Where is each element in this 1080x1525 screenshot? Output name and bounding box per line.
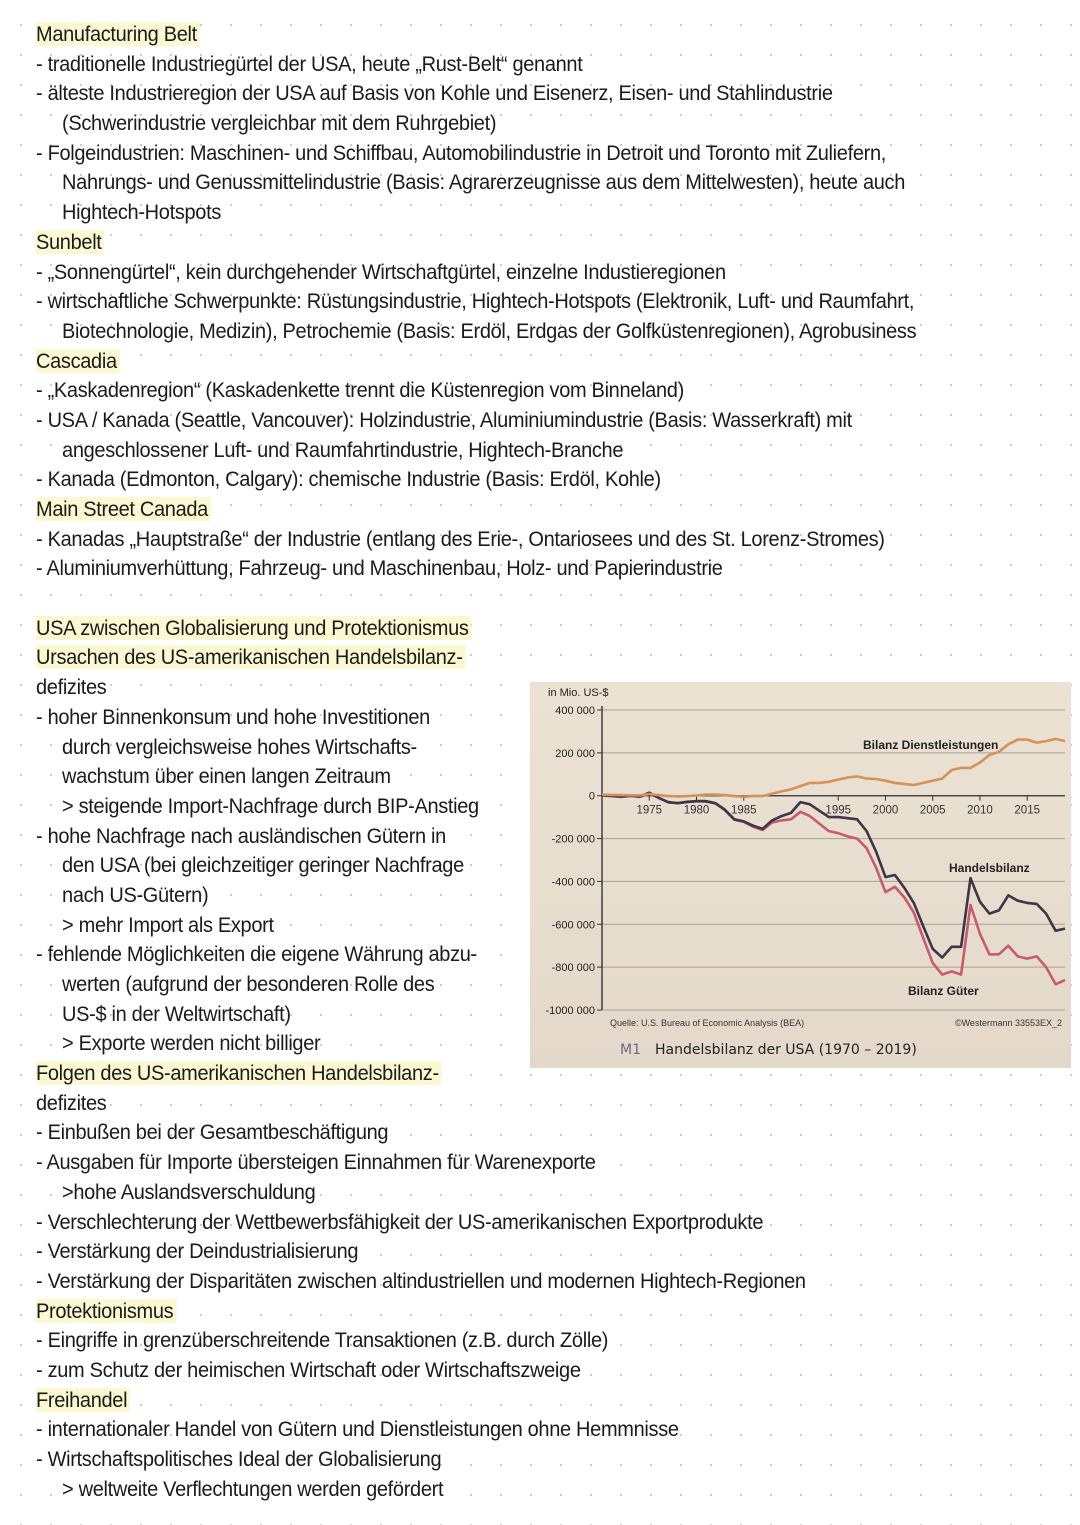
bullet-line: - internationaler Handel von Gütern und Dienstleistungen ohne Hemmnisse [36,1417,679,1442]
highlighted-heading: Cascadia [36,349,120,373]
section-heading [36,20,994,50]
highlighted-heading: USA zwischen Globalisierung und Protektionismus [36,616,471,640]
x-tick-label: 1985 [730,804,757,817]
y-tick-label: -200 000 [551,833,595,846]
bullet-line: > mehr Import als Export [62,912,274,937]
bullet-line: Biotechnologie, Medizin), Petrochemie (Basis: Erdöl, Erdgas der Golfküstenregionen), Agrobusiness [62,318,917,343]
highlighted-heading: Protektionismus [36,1299,176,1323]
bullet-line: - fehlende Möglichkeiten die eigene Währung abzu- [36,942,477,967]
y-tick-label: -800 000 [551,962,595,975]
bullet-line: durch vergleichsweise hohes Wirtschafts- [62,734,417,759]
chart-caption [620,1042,917,1058]
legend-services: Bilanz Dienstleistungen [863,738,999,752]
subheading [36,1297,994,1327]
bullet-line: - Wirtschaftspolitisches Ideal der Globalisierung [36,1447,442,1471]
bullet-line: - Kanadas „Hauptstraße“ der Industrie (entlang des Erie-, Ontariosees und des St. Lorenz-Stromes) [36,526,885,551]
section-title [36,614,994,644]
bullet-line: >hohe Auslandsverschuldung [62,1179,316,1204]
subheading: defizites [36,675,107,700]
legend-goods: Bilanz Güter [908,984,979,998]
subheading [36,1386,994,1416]
bullet-line: Nahrungs- und Genussmittelindustrie (Basis: Agrarerzeugnisse aus dem Mittelwesten), heute auch [62,170,905,195]
section-heading [36,228,994,258]
chart-copyright: ©Westermann 33553EX_2 [954,1018,1062,1028]
section-heading [36,347,994,377]
bullet-line: - wirtschaftliche Schwerpunkte: Rüstungsindustrie, Hightech-Hotspots (Elektronik, Luft- und Raumfahrt, [36,289,915,314]
bullet-line: werten (aufgrund der besonderen Rolle des [62,972,435,996]
y-tick-label: -600 000 [551,919,595,932]
bullet-line: - traditionelle Industriegürtel der USA, heute „Rust-Belt“ genannt [36,51,583,76]
bullet-line: wachstum über einen langen Zeitraum [62,764,391,789]
x-tick-label: 2000 [872,804,899,817]
figure-label: M1 [620,1042,641,1058]
bullet-line: - Folgeindustrien: Maschinen- und Schiffbau, Automobilindustrie in Detroit und Toronto mit Zuliefern, [36,140,886,165]
bullet-line: - hohe Nachfrage nach ausländischen Gütern in [36,823,446,848]
bullet-line: (Schwerindustrie vergleichbar mit dem Ruhrgebiet) [62,111,497,136]
line-chart [530,682,1071,1068]
subheading: defizites [36,1090,107,1115]
bullet-line: - zum Schutz der heimischen Wirtschaft oder Wirtschaftszweige [36,1357,581,1382]
y-tick-label: -1000 000 [545,1005,595,1017]
highlighted-heading: Freihandel [36,1388,130,1412]
trade-balance-chart [530,682,1071,1068]
series-line-1 [602,793,1065,958]
x-tick-label: 2015 [1014,804,1041,817]
bullet-line: - Verstärkung der Deindustrialisierung [36,1239,359,1264]
highlighted-heading: Sunbelt [36,230,104,254]
x-tick-label: 2010 [967,804,993,817]
bullet-line: - USA / Kanada (Seattle, Vancouver): Holzindustrie, Aluminiumindustrie (Basis: Wasserkraft) mit [36,407,852,432]
y-tick-label: -400 000 [551,876,595,889]
y-tick-label: 200 000 [555,747,595,760]
highlighted-heading: Ursachen des US-amerikanischen Handelsbilanz- [36,645,465,669]
section-heading [36,495,994,525]
highlighted-heading: Main Street Canada [36,497,211,521]
bullet-line: angeschlossener Luft- und Raumfahrtindustrie, Hightech-Branche [62,437,624,462]
bullet-line: - Eingriffe in grenzüberschreitende Transaktionen (z.B. durch Zölle) [36,1328,609,1353]
x-tick-label: 1980 [683,804,710,817]
bullet-line: - Kanada (Edmonton, Calgary): chemische Industrie (Basis: Erdöl, Kohle) [36,467,661,492]
bullet-line: - Verstärkung der Disparitäten zwischen altindustriellen und modernen Hightech-Regionen [36,1268,806,1293]
chart-source: Quelle: U.S. Bureau of Economic Analysis (BEA) [610,1018,805,1028]
bullet-line: - älteste Industrieregion der USA auf Basis von Kohle und Eisenerz, Eisen- und Stahlindustrie [36,81,833,106]
bullet-line: > Exporte werden nicht billiger [62,1031,321,1056]
bullet-line: Hightech-Hotspots [62,200,221,225]
highlighted-heading: Manufacturing Belt [36,22,200,46]
bullet-line: - Aluminiumverhüttung, Fahrzeug- und Maschinenbau, Holz- und Papierindustrie [36,556,723,581]
bullet-line: - hoher Binnenkonsum und hohe Investitionen [36,704,430,729]
bullet-line: - Verschlechterung der Wettbewerbsfähigkeit der US-amerikanischen Exportprodukte [36,1209,764,1234]
bullet-line: nach US-Gütern) [62,882,209,907]
bullet-line: - „Sonnengürtel“, kein durchgehender Wirtschaftgürtel, einzelne Industieregionen [36,259,726,284]
y-tick-label: 400 000 [555,705,595,717]
y-axis-label: in Mio. US-$ [548,687,609,699]
x-tick-label: 2005 [919,804,946,817]
legend-trade: Handelsbilanz [949,861,1030,875]
bullet-line: > weltweite Verflechtungen werden gefördert [62,1476,444,1501]
x-tick-label: 1995 [825,804,852,817]
spacer [36,584,1066,614]
series-line-2 [602,794,1065,985]
subheading [36,643,994,673]
bullet-line: - „Kaskadenregion“ (Kaskadenkette trennt die Küstenregion vom Binneland) [36,378,684,403]
highlighted-heading: Folgen des US-amerikanischen Handelsbilanz- [36,1061,442,1085]
bullet-line: > steigende Import-Nachfrage durch BIP-Anstieg [62,793,479,818]
bullet-line: US-$ in der Weltwirtschaft) [62,1001,291,1026]
chart-title: Handelsbilanz der USA (1970 – 2019) [655,1042,917,1058]
bullet-line: - Ausgaben für Importe übersteigen Einnahmen für Warenexporte [36,1150,596,1175]
bullet-line: den USA (bei gleichzeitiger geringer Nachfrage [62,853,464,878]
y-tick-label: 0 [588,790,595,803]
bullet-line: - Einbußen bei der Gesamtbeschäftigung [36,1120,389,1145]
x-tick-label: 1975 [636,804,663,817]
